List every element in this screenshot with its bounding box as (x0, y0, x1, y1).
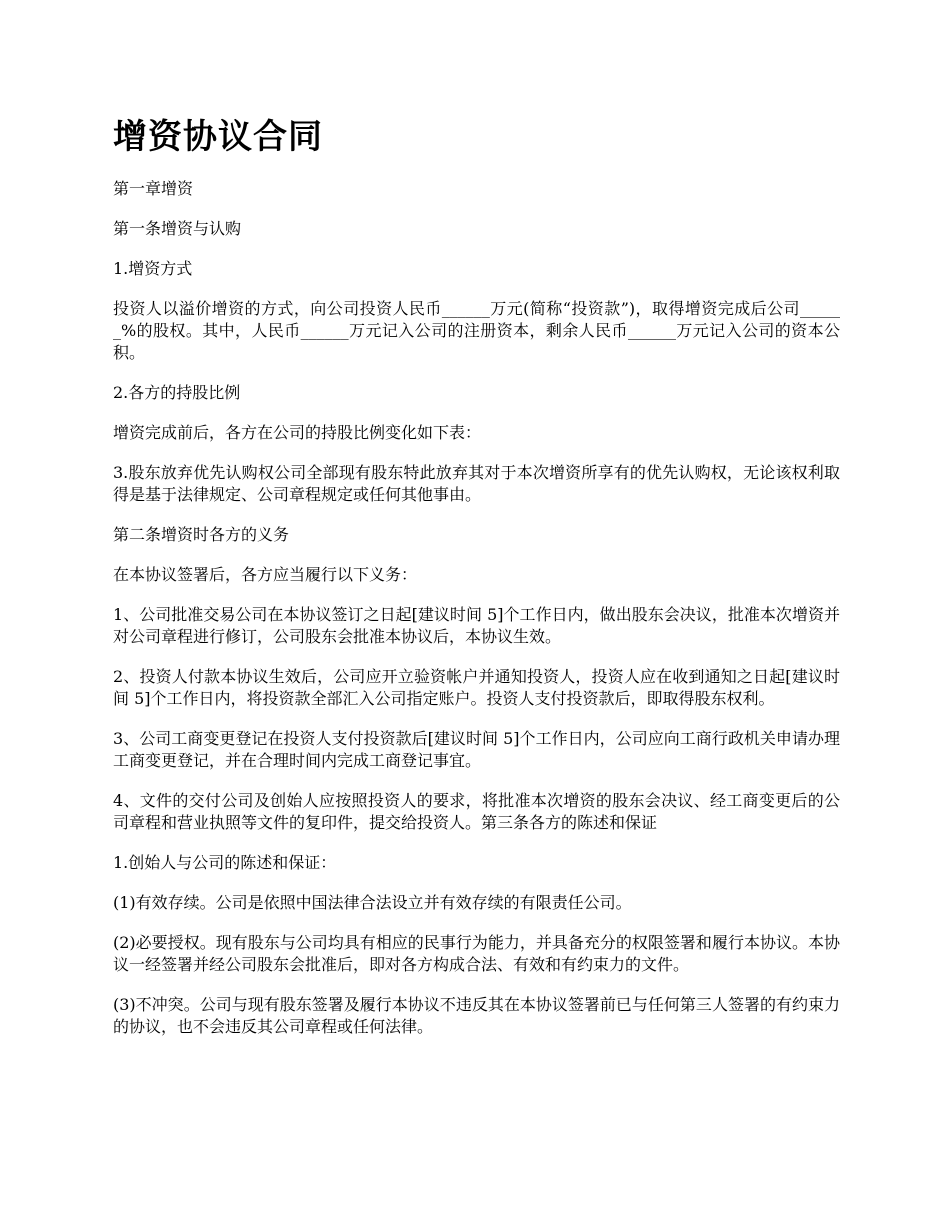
body-paragraph: 3.股东放弃优先认购权公司全部现有股东特此放弃其对于本次增资所享有的优先认购权，无论该权利取得是基于法律规定、公司章程规定或任何其他事由。 (113, 463, 840, 504)
obligation-item: 3、公司工商变更登记在投资人支付投资款后[建议时间 5]个工作日内，公司应向工商行政机关申请办理工商变更登记，并在合理时间内完成工商登记事宜。 (113, 729, 840, 770)
obligation-item: 1、公司批准交易公司在本协议签订之日起[建议时间 5]个工作日内，做出股东会决议，批准本次增资并对公司章程进行修订，公司股东会批准本协议后，本协议生效。 (113, 605, 840, 646)
body-paragraph: 在本协议签署后，各方应当履行以下义务： (113, 565, 418, 584)
warranty-item: (1)有效存续。公司是依照中国法律合法设立并有效存续的有限责任公司。 (113, 893, 632, 912)
document-title: 增资协议合同 (113, 117, 323, 157)
warranty-item: (2)必要授权。现有股东与公司均具有相应的民事行为能力，并具备充分的权限签署和履行本协议。本协议一经签署并经公司股东会批准后，即对各方构成合法、有效和有约束力的文件。 (113, 933, 840, 974)
body-paragraph: 增资完成前后，各方在公司的持股比例变化如下表： (113, 423, 482, 442)
obligation-item: 2、投资人付款本协议生效后，公司应开立验资帐户并通知投资人，投资人应在收到通知之日起[建议时间 5]个工作日内，将投资款全部汇入公司指定账户。投资人支付投资款后，即取得股东权利。 (113, 667, 840, 708)
warranty-item: (3)不冲突。公司与现有股东签署及履行本协议不违反其在本协议签署前已与任何第三人签署的有约束力的协议，也不会违反其公司章程或任何法律。 (113, 995, 840, 1036)
section-heading: 1.创始人与公司的陈述和保证： (113, 853, 337, 872)
body-paragraph: 投资人以溢价增资的方式，向公司投资人民币______万元(简称“投资款”)，取得增资完成后公司______%的股权。其中，人民币______万元记入公司的注册资本，剩余人民币______万元记入公司的资本公积。 (113, 299, 840, 362)
section-heading: 1.增资方式 (113, 259, 193, 278)
chapter-heading: 第一章增资 (113, 179, 194, 198)
document-page (113, 0, 840, 1038)
section-heading: 2.各方的持股比例 (113, 383, 241, 402)
article-heading: 第二条增资时各方的义务 (113, 525, 290, 544)
obligation-item: 4、文件的交付公司及创始人应按照投资人的要求，将批准本次增资的股东会决议、经工商变更后的公司章程和营业执照等文件的复印件，提交给投资人。第三条各方的陈述和保证 (113, 791, 840, 832)
article-heading: 第一条增资与认购 (113, 219, 242, 238)
